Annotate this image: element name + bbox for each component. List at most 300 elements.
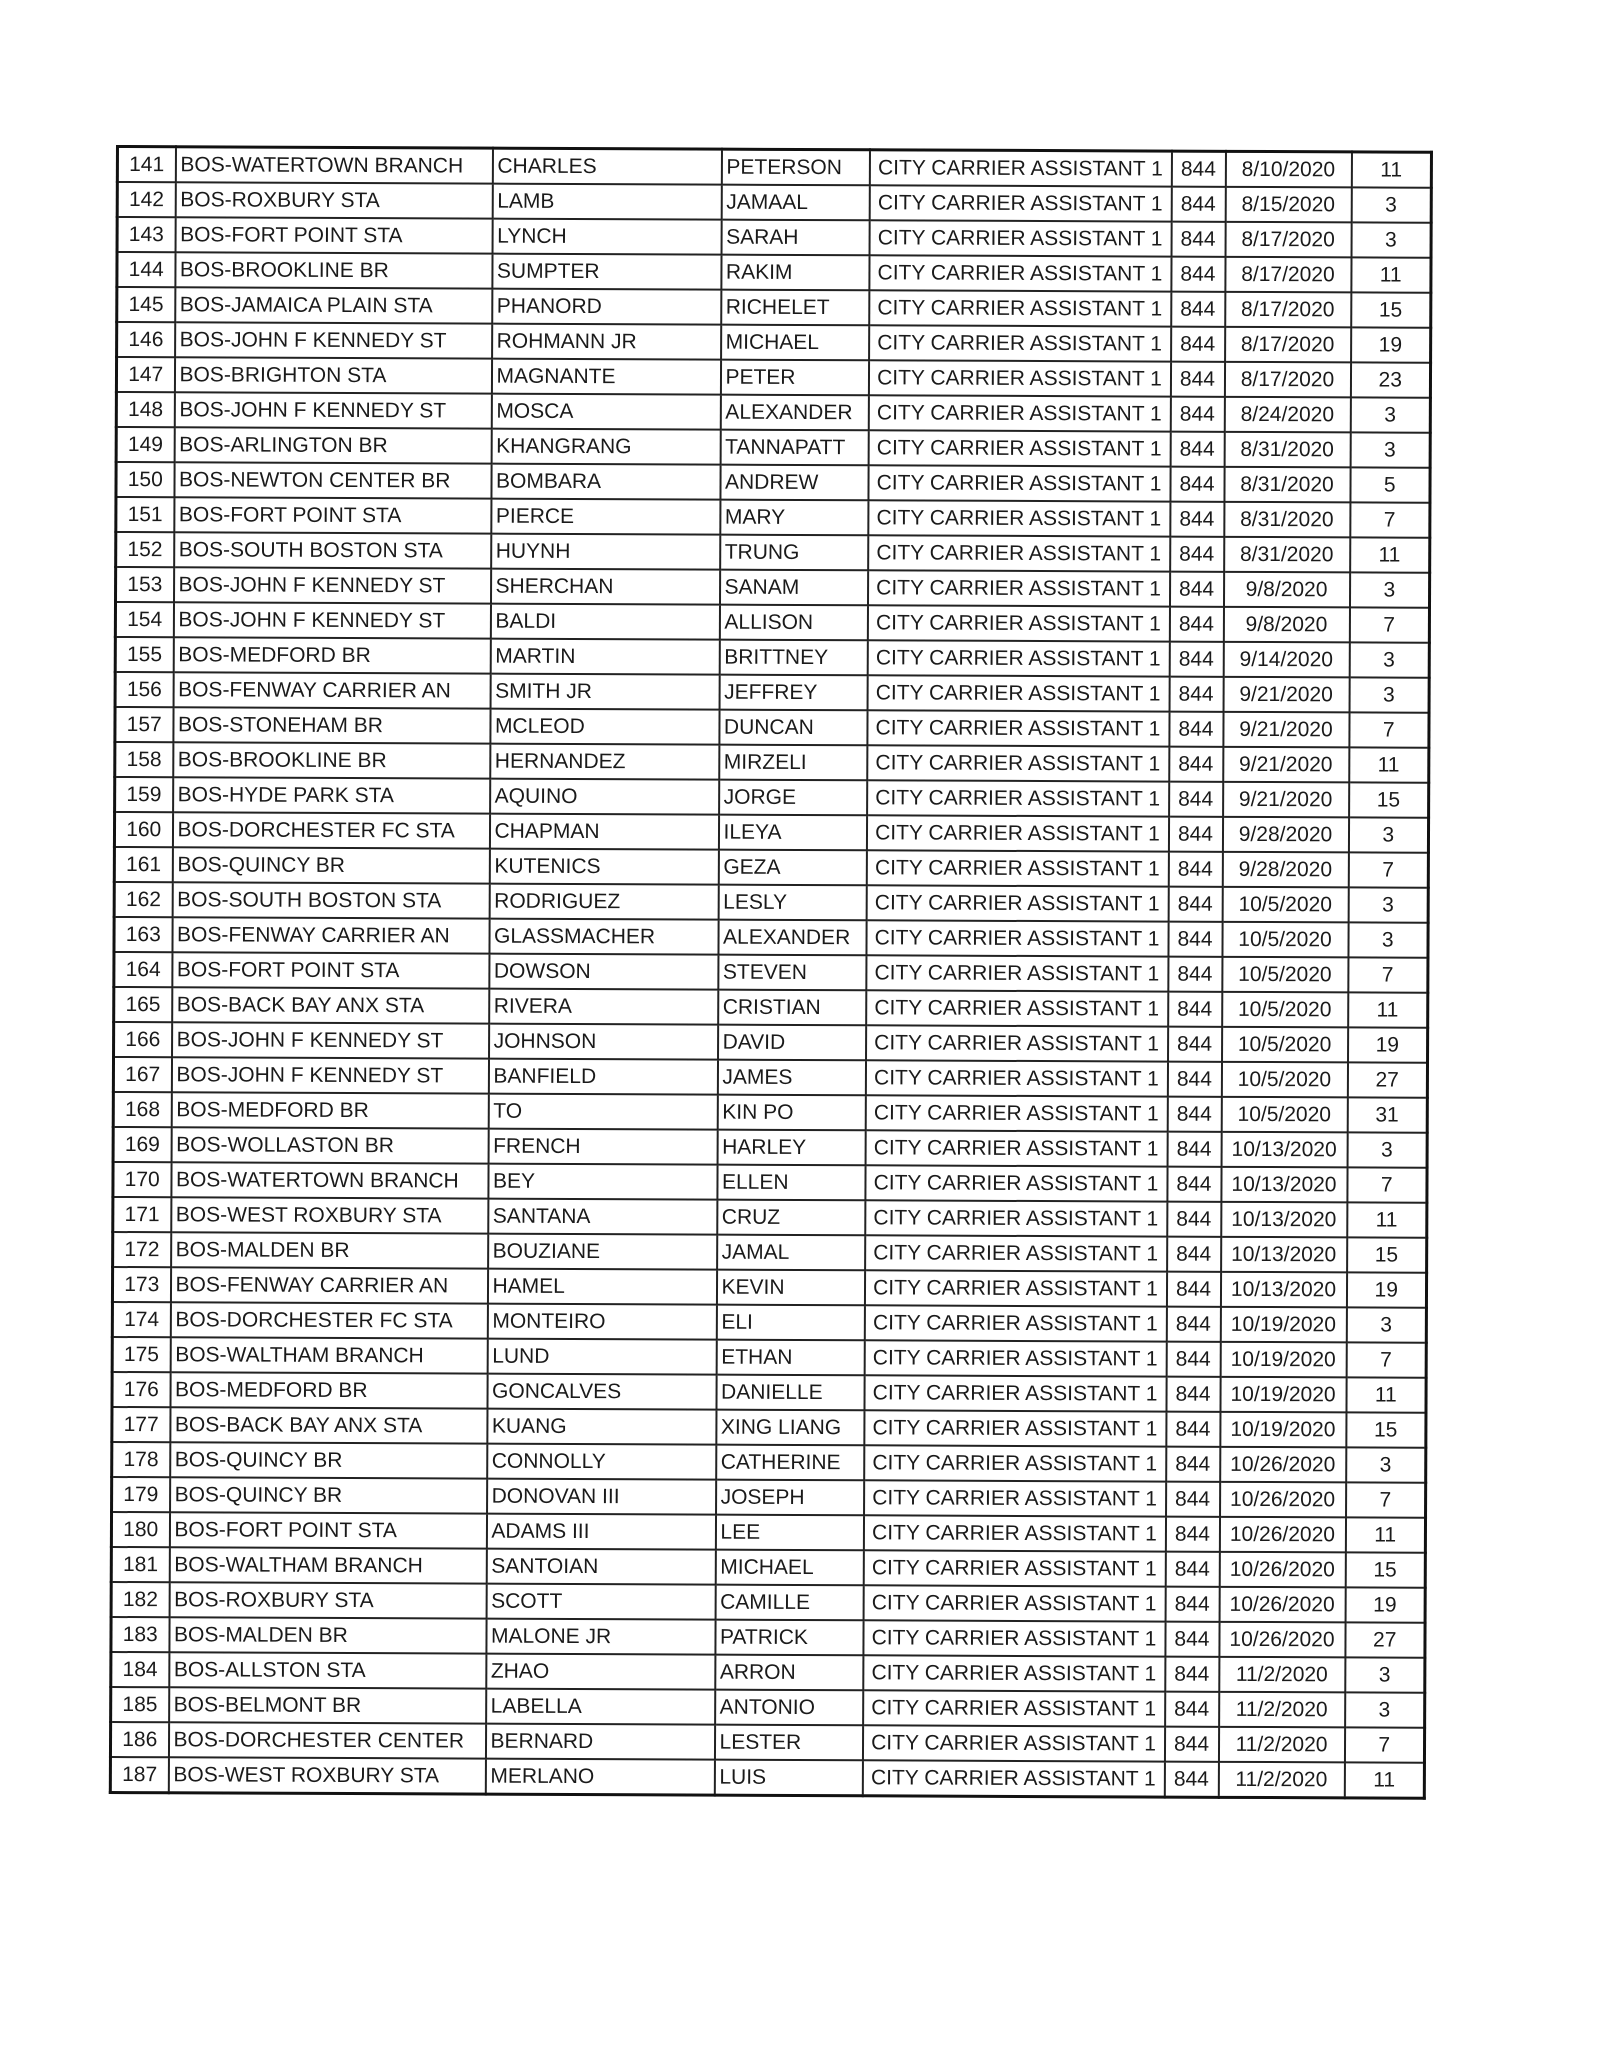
cell-last-name: MALONE JR bbox=[486, 1619, 715, 1655]
cell-pay-code: 844 bbox=[1166, 1342, 1220, 1377]
cell-job-title: CITY CARRIER ASSISTANT 1 bbox=[863, 1690, 1165, 1726]
cell-date: 10/26/2020 bbox=[1220, 1482, 1346, 1518]
cell-count: 15 bbox=[1346, 1412, 1426, 1447]
table-row bbox=[117, 287, 1431, 328]
table-row bbox=[112, 1407, 1426, 1448]
cell-office: BOS-BROOKLINE BR bbox=[175, 252, 492, 288]
table-row bbox=[115, 742, 1429, 783]
cell-job-title: CITY CARRIER ASSISTANT 1 bbox=[867, 640, 1169, 676]
cell-first-name: SANAM bbox=[720, 570, 868, 606]
table-row bbox=[116, 427, 1430, 468]
cell-first-name: JAMES bbox=[717, 1060, 865, 1096]
cell-row-number: 174 bbox=[112, 1302, 170, 1337]
cell-date: 11/2/2020 bbox=[1219, 1657, 1345, 1693]
cell-date: 8/31/2020 bbox=[1224, 432, 1350, 468]
cell-last-name: GONCALVES bbox=[487, 1374, 716, 1410]
cell-count: 7 bbox=[1344, 1727, 1424, 1762]
cell-first-name: CRISTIAN bbox=[718, 990, 866, 1026]
cell-last-name: PIERCE bbox=[491, 499, 720, 535]
cell-date: 8/15/2020 bbox=[1225, 187, 1351, 223]
cell-first-name: JORGE bbox=[719, 780, 867, 816]
cell-row-number: 158 bbox=[115, 742, 173, 777]
cell-pay-code: 844 bbox=[1169, 572, 1223, 607]
cell-office: BOS-WALTHAM BRANCH bbox=[170, 1337, 487, 1373]
cell-last-name: LUND bbox=[487, 1339, 716, 1375]
cell-pay-code: 844 bbox=[1165, 1587, 1219, 1622]
cell-office: BOS-BACK BAY ANX STA bbox=[170, 1407, 487, 1443]
cell-last-name: BALDI bbox=[490, 604, 719, 640]
cell-pay-code: 844 bbox=[1169, 607, 1223, 642]
cell-pay-code: 844 bbox=[1170, 432, 1224, 467]
cell-row-number: 153 bbox=[116, 567, 174, 602]
cell-last-name: CHAPMAN bbox=[489, 814, 718, 850]
cell-row-number: 159 bbox=[115, 777, 173, 812]
cell-first-name: ALLISON bbox=[719, 605, 867, 641]
table-row bbox=[117, 182, 1431, 223]
table-row bbox=[113, 1162, 1427, 1203]
cell-pay-code: 844 bbox=[1168, 922, 1222, 957]
table-row bbox=[114, 847, 1428, 888]
cell-job-title: CITY CARRIER ASSISTANT 1 bbox=[866, 850, 1168, 886]
cell-last-name: MAGNANTE bbox=[491, 359, 720, 395]
cell-last-name: HUYNH bbox=[491, 534, 720, 570]
cell-last-name: RIVERA bbox=[489, 989, 718, 1025]
cell-count: 7 bbox=[1348, 852, 1428, 887]
cell-row-number: 155 bbox=[115, 637, 173, 672]
cell-pay-code: 844 bbox=[1169, 642, 1223, 677]
cell-job-title: CITY CARRIER ASSISTANT 1 bbox=[869, 255, 1171, 291]
cell-last-name: BOUZIANE bbox=[488, 1234, 717, 1270]
cell-first-name: PATRICK bbox=[715, 1620, 863, 1656]
table-row bbox=[114, 952, 1428, 993]
cell-job-title: CITY CARRIER ASSISTANT 1 bbox=[865, 1200, 1167, 1236]
cell-first-name: LESTER bbox=[714, 1725, 862, 1761]
cell-office: BOS-ROXBURY STA bbox=[169, 1582, 486, 1618]
cell-date: 9/14/2020 bbox=[1223, 642, 1349, 678]
cell-date: 9/21/2020 bbox=[1223, 712, 1349, 748]
cell-count: 11 bbox=[1344, 1762, 1424, 1798]
cell-office: BOS-BELMONT BR bbox=[169, 1687, 486, 1723]
cell-office: BOS-QUINCY BR bbox=[172, 847, 489, 883]
cell-pay-code: 844 bbox=[1167, 1202, 1221, 1237]
cell-pay-code: 844 bbox=[1166, 1482, 1220, 1517]
cell-office: BOS-ARLINGTON BR bbox=[174, 427, 491, 463]
cell-office: BOS-JAMAICA PLAIN STA bbox=[175, 287, 492, 323]
cell-first-name: RICHELET bbox=[721, 290, 869, 326]
cell-first-name: JOSEPH bbox=[716, 1480, 864, 1516]
cell-pay-code: 844 bbox=[1169, 677, 1223, 712]
cell-first-name: ANDREW bbox=[720, 465, 868, 501]
cell-job-title: CITY CARRIER ASSISTANT 1 bbox=[866, 815, 1168, 851]
cell-last-name: PHANORD bbox=[492, 289, 721, 325]
cell-count: 3 bbox=[1351, 222, 1431, 257]
cell-first-name: MICHAEL bbox=[721, 325, 869, 361]
cell-row-number: 141 bbox=[117, 147, 175, 183]
cell-row-number: 142 bbox=[117, 182, 175, 217]
cell-job-title: CITY CARRIER ASSISTANT 1 bbox=[866, 885, 1168, 921]
cell-row-number: 177 bbox=[112, 1407, 170, 1442]
cell-office: BOS-MEDFORD BR bbox=[171, 1092, 488, 1128]
cell-date: 10/5/2020 bbox=[1222, 887, 1348, 923]
table-row bbox=[116, 357, 1430, 398]
cell-date: 8/24/2020 bbox=[1224, 397, 1350, 433]
table-row bbox=[111, 1617, 1425, 1658]
cell-count: 19 bbox=[1345, 1587, 1425, 1622]
cell-pay-code: 844 bbox=[1165, 1552, 1219, 1587]
table-row bbox=[114, 917, 1428, 958]
cell-pay-code: 844 bbox=[1168, 817, 1222, 852]
cell-count: 3 bbox=[1347, 1132, 1427, 1167]
cell-row-number: 172 bbox=[113, 1232, 171, 1267]
cell-office: BOS-FENWAY CARRIER AN bbox=[170, 1267, 487, 1303]
cell-row-number: 168 bbox=[113, 1092, 171, 1127]
cell-office: BOS-HYDE PARK STA bbox=[173, 777, 490, 813]
cell-job-title: CITY CARRIER ASSISTANT 1 bbox=[869, 185, 1171, 221]
cell-job-title: CITY CARRIER ASSISTANT 1 bbox=[867, 570, 1169, 606]
cell-date: 10/19/2020 bbox=[1220, 1377, 1346, 1413]
cell-date: 10/5/2020 bbox=[1221, 1062, 1347, 1098]
cell-first-name: LEE bbox=[715, 1515, 863, 1551]
cell-date: 11/2/2020 bbox=[1218, 1727, 1344, 1763]
cell-count: 7 bbox=[1347, 1167, 1427, 1202]
cell-last-name: SUMPTER bbox=[492, 254, 721, 290]
cell-job-title: CITY CARRIER ASSISTANT 1 bbox=[866, 955, 1168, 991]
cell-office: BOS-FORT POINT STA bbox=[172, 952, 489, 988]
cell-row-number: 185 bbox=[111, 1687, 169, 1722]
cell-date: 8/17/2020 bbox=[1225, 327, 1351, 363]
cell-job-title: CITY CARRIER ASSISTANT 1 bbox=[865, 1060, 1167, 1096]
table-row bbox=[111, 1582, 1425, 1623]
cell-row-number: 160 bbox=[114, 812, 172, 847]
cell-office: BOS-SOUTH BOSTON STA bbox=[172, 882, 489, 918]
cell-office: BOS-ROXBURY STA bbox=[175, 182, 492, 218]
cell-pay-code: 844 bbox=[1167, 1062, 1221, 1097]
cell-office: BOS-WEST ROXBURY STA bbox=[168, 1757, 485, 1794]
cell-first-name: JAMAL bbox=[717, 1235, 865, 1271]
table-row bbox=[114, 1022, 1428, 1063]
cell-count: 31 bbox=[1347, 1097, 1427, 1132]
cell-pay-code: 844 bbox=[1171, 327, 1225, 362]
cell-date: 10/26/2020 bbox=[1219, 1552, 1345, 1588]
cell-count: 7 bbox=[1349, 712, 1429, 747]
cell-job-title: CITY CARRIER ASSISTANT 1 bbox=[867, 675, 1169, 711]
cell-last-name: MONTEIRO bbox=[487, 1304, 716, 1340]
cell-last-name: GLASSMACHER bbox=[489, 919, 718, 955]
cell-count: 27 bbox=[1345, 1622, 1425, 1657]
cell-pay-code: 844 bbox=[1167, 1132, 1221, 1167]
cell-count: 15 bbox=[1347, 1237, 1427, 1272]
cell-last-name: DOWSON bbox=[489, 954, 718, 990]
cell-job-title: CITY CARRIER ASSISTANT 1 bbox=[864, 1375, 1166, 1411]
table-row bbox=[116, 497, 1430, 538]
cell-office: BOS-NEWTON CENTER BR bbox=[174, 462, 491, 498]
cell-pay-code: 844 bbox=[1170, 467, 1224, 502]
cell-pay-code: 844 bbox=[1170, 537, 1224, 572]
cell-office: BOS-BRIGHTON STA bbox=[174, 357, 491, 393]
cell-count: 23 bbox=[1350, 362, 1430, 397]
cell-office: BOS-JOHN F KENNEDY ST bbox=[174, 392, 491, 428]
cell-date: 9/21/2020 bbox=[1223, 782, 1349, 818]
cell-row-number: 164 bbox=[114, 952, 172, 987]
cell-last-name: RODRIGUEZ bbox=[489, 884, 718, 920]
cell-date: 10/13/2020 bbox=[1221, 1132, 1347, 1168]
table-row bbox=[117, 322, 1431, 363]
table-row bbox=[111, 1547, 1425, 1588]
cell-pay-code: 844 bbox=[1168, 852, 1222, 887]
cell-count: 3 bbox=[1350, 397, 1430, 432]
cell-row-number: 180 bbox=[111, 1512, 169, 1547]
cell-office: BOS-JOHN F KENNEDY ST bbox=[174, 567, 491, 603]
cell-first-name: ELI bbox=[716, 1305, 864, 1341]
cell-pay-code: 844 bbox=[1164, 1727, 1218, 1762]
cell-office: BOS-BROOKLINE BR bbox=[173, 742, 490, 778]
cell-last-name: CHARLES bbox=[492, 148, 721, 184]
cell-last-name: BEY bbox=[488, 1164, 717, 1200]
table-row bbox=[113, 1232, 1427, 1273]
cell-first-name: MICHAEL bbox=[715, 1550, 863, 1586]
cell-last-name: BERNARD bbox=[485, 1724, 714, 1760]
cell-count: 19 bbox=[1351, 327, 1431, 362]
cell-row-number: 171 bbox=[113, 1197, 171, 1232]
cell-last-name: HERNANDEZ bbox=[490, 744, 719, 780]
cell-row-number: 182 bbox=[111, 1582, 169, 1617]
cell-count: 7 bbox=[1348, 957, 1428, 992]
cell-pay-code: 844 bbox=[1167, 1167, 1221, 1202]
cell-job-title: CITY CARRIER ASSISTANT 1 bbox=[869, 220, 1171, 256]
cell-last-name: KUTENICS bbox=[489, 849, 718, 885]
cell-last-name: BANFIELD bbox=[488, 1059, 717, 1095]
cell-job-title: CITY CARRIER ASSISTANT 1 bbox=[867, 780, 1169, 816]
cell-date: 10/13/2020 bbox=[1221, 1202, 1347, 1238]
cell-count: 7 bbox=[1349, 607, 1429, 642]
table-row bbox=[112, 1267, 1426, 1308]
cell-first-name: CRUZ bbox=[717, 1200, 865, 1236]
cell-date: 8/31/2020 bbox=[1224, 467, 1350, 503]
table-row bbox=[113, 1127, 1427, 1168]
cell-count: 5 bbox=[1350, 467, 1430, 502]
cell-count: 3 bbox=[1349, 642, 1429, 677]
cell-job-title: CITY CARRIER ASSISTANT 1 bbox=[864, 1340, 1166, 1376]
table-row bbox=[115, 707, 1429, 748]
cell-pay-code: 844 bbox=[1166, 1447, 1220, 1482]
cell-date: 10/26/2020 bbox=[1220, 1447, 1346, 1483]
cell-row-number: 186 bbox=[110, 1722, 168, 1757]
cell-row-number: 165 bbox=[114, 987, 172, 1022]
cell-date: 8/17/2020 bbox=[1225, 292, 1351, 328]
cell-row-number: 152 bbox=[116, 532, 174, 567]
cell-last-name: MOSCA bbox=[491, 394, 720, 430]
cell-first-name: ELLEN bbox=[717, 1165, 865, 1201]
table-row bbox=[113, 1197, 1427, 1238]
cell-row-number: 156 bbox=[115, 672, 173, 707]
cell-date: 9/21/2020 bbox=[1223, 677, 1349, 713]
cell-first-name: KIN PO bbox=[717, 1095, 865, 1131]
cell-pay-code: 844 bbox=[1168, 992, 1222, 1027]
cell-pay-code: 844 bbox=[1166, 1412, 1220, 1447]
cell-count: 15 bbox=[1351, 292, 1431, 327]
cell-last-name: LABELLA bbox=[486, 1689, 715, 1725]
cell-date: 10/19/2020 bbox=[1220, 1412, 1346, 1448]
cell-last-name: SCOTT bbox=[486, 1584, 715, 1620]
cell-row-number: 170 bbox=[113, 1162, 171, 1197]
table-row bbox=[115, 637, 1429, 678]
cell-row-number: 175 bbox=[112, 1337, 170, 1372]
cell-date: 9/8/2020 bbox=[1223, 572, 1349, 608]
cell-first-name: PETER bbox=[720, 360, 868, 396]
cell-date: 10/5/2020 bbox=[1222, 992, 1348, 1028]
cell-job-title: CITY CARRIER ASSISTANT 1 bbox=[865, 1235, 1167, 1271]
cell-last-name: KHANGRANG bbox=[491, 429, 720, 465]
cell-pay-code: 844 bbox=[1166, 1377, 1220, 1412]
cell-last-name: MERLANO bbox=[485, 1759, 714, 1795]
cell-pay-code: 844 bbox=[1168, 1027, 1222, 1062]
cell-count: 11 bbox=[1347, 1202, 1427, 1237]
cell-date: 8/17/2020 bbox=[1224, 362, 1350, 398]
cell-job-title: CITY CARRIER ASSISTANT 1 bbox=[863, 1550, 1165, 1586]
cell-pay-code: 844 bbox=[1169, 782, 1223, 817]
cell-date: 8/17/2020 bbox=[1225, 257, 1351, 293]
cell-office: BOS-BACK BAY ANX STA bbox=[172, 987, 489, 1023]
cell-date: 10/5/2020 bbox=[1222, 922, 1348, 958]
cell-job-title: CITY CARRIER ASSISTANT 1 bbox=[864, 1445, 1166, 1481]
cell-date: 10/5/2020 bbox=[1221, 1097, 1347, 1133]
cell-first-name: MIRZELI bbox=[719, 745, 867, 781]
cell-last-name: FRENCH bbox=[488, 1129, 717, 1165]
cell-job-title: CITY CARRIER ASSISTANT 1 bbox=[864, 1480, 1166, 1516]
cell-pay-code: 844 bbox=[1166, 1307, 1220, 1342]
cell-first-name: KEVIN bbox=[716, 1270, 864, 1306]
cell-last-name: ADAMS III bbox=[486, 1514, 715, 1550]
table-row bbox=[115, 777, 1429, 818]
cell-date: 10/13/2020 bbox=[1220, 1272, 1346, 1308]
cell-count: 11 bbox=[1346, 1377, 1426, 1412]
cell-office: BOS-QUINCY BR bbox=[170, 1442, 487, 1478]
cell-office: BOS-JOHN F KENNEDY ST bbox=[175, 322, 492, 358]
cell-count: 11 bbox=[1345, 1517, 1425, 1552]
cell-count: 15 bbox=[1345, 1552, 1425, 1587]
cell-first-name: STEVEN bbox=[718, 955, 866, 991]
cell-job-title: CITY CARRIER ASSISTANT 1 bbox=[868, 395, 1170, 431]
cell-last-name: JOHNSON bbox=[489, 1024, 718, 1060]
cell-last-name: SANTANA bbox=[488, 1199, 717, 1235]
cell-office: BOS-DORCHESTER FC STA bbox=[170, 1302, 487, 1338]
cell-date: 8/31/2020 bbox=[1224, 502, 1350, 538]
cell-job-title: CITY CARRIER ASSISTANT 1 bbox=[868, 360, 1170, 396]
cell-office: BOS-MALDEN BR bbox=[169, 1617, 486, 1653]
cell-count: 3 bbox=[1346, 1307, 1426, 1342]
cell-first-name: JAMAAL bbox=[721, 185, 869, 221]
cell-first-name: DANIELLE bbox=[716, 1375, 864, 1411]
table-row bbox=[112, 1442, 1426, 1483]
table-row bbox=[116, 567, 1430, 608]
cell-office: BOS-JOHN F KENNEDY ST bbox=[172, 1022, 489, 1058]
cell-job-title: CITY CARRIER ASSISTANT 1 bbox=[865, 1165, 1167, 1201]
cell-office: BOS-DORCHESTER FC STA bbox=[172, 812, 489, 848]
cell-row-number: 151 bbox=[116, 497, 174, 532]
cell-pay-code: 844 bbox=[1168, 887, 1222, 922]
table-row bbox=[112, 1477, 1426, 1518]
cell-office: BOS-FORT POINT STA bbox=[175, 217, 492, 253]
cell-job-title: CITY CARRIER ASSISTANT 1 bbox=[865, 1130, 1167, 1166]
cell-date: 11/2/2020 bbox=[1219, 1692, 1345, 1728]
cell-date: 8/31/2020 bbox=[1224, 537, 1350, 573]
cell-row-number: 163 bbox=[114, 917, 172, 952]
cell-count: 3 bbox=[1349, 572, 1429, 607]
cell-job-title: CITY CARRIER ASSISTANT 1 bbox=[866, 920, 1168, 956]
cell-job-title: CITY CARRIER ASSISTANT 1 bbox=[862, 1760, 1164, 1797]
cell-pay-code: 844 bbox=[1165, 1657, 1219, 1692]
cell-pay-code: 844 bbox=[1171, 187, 1225, 222]
cell-pay-code: 844 bbox=[1170, 502, 1224, 537]
cell-count: 3 bbox=[1348, 817, 1428, 852]
cell-pay-code: 844 bbox=[1171, 222, 1225, 257]
cell-job-title: CITY CARRIER ASSISTANT 1 bbox=[862, 1725, 1164, 1761]
cell-last-name: AQUINO bbox=[490, 779, 719, 815]
cell-first-name: ANTONIO bbox=[715, 1690, 863, 1726]
cell-job-title: CITY CARRIER ASSISTANT 1 bbox=[869, 290, 1171, 326]
cell-job-title: CITY CARRIER ASSISTANT 1 bbox=[866, 990, 1168, 1026]
cell-count: 27 bbox=[1347, 1062, 1427, 1097]
cell-first-name: ALEXANDER bbox=[720, 395, 868, 431]
cell-pay-code: 844 bbox=[1171, 257, 1225, 292]
cell-first-name: XING LIANG bbox=[716, 1410, 864, 1446]
cell-last-name: SANTOIAN bbox=[486, 1549, 715, 1585]
cell-first-name: LUIS bbox=[714, 1760, 862, 1796]
cell-row-number: 145 bbox=[117, 287, 175, 322]
cell-row-number: 176 bbox=[112, 1372, 170, 1407]
cell-office: BOS-WATERTOWN BRANCH bbox=[175, 147, 492, 184]
cell-row-number: 144 bbox=[117, 252, 175, 287]
cell-pay-code: 844 bbox=[1165, 1692, 1219, 1727]
cell-first-name: HARLEY bbox=[717, 1130, 865, 1166]
table-row bbox=[112, 1302, 1426, 1343]
cell-pay-code: 844 bbox=[1170, 362, 1224, 397]
cell-date: 9/21/2020 bbox=[1223, 747, 1349, 783]
table-row bbox=[117, 217, 1431, 258]
cell-count: 11 bbox=[1350, 537, 1430, 572]
cell-pay-code: 844 bbox=[1167, 1237, 1221, 1272]
cell-office: BOS-WALTHAM BRANCH bbox=[169, 1547, 486, 1583]
cell-pay-code: 844 bbox=[1164, 1762, 1218, 1798]
cell-row-number: 181 bbox=[111, 1547, 169, 1582]
cell-last-name: LYNCH bbox=[492, 219, 721, 255]
cell-row-number: 167 bbox=[113, 1057, 171, 1092]
table-row bbox=[116, 462, 1430, 503]
cell-count: 11 bbox=[1348, 992, 1428, 1027]
cell-count: 3 bbox=[1350, 432, 1430, 467]
cell-date: 10/19/2020 bbox=[1220, 1307, 1346, 1343]
cell-pay-code: 844 bbox=[1171, 151, 1225, 187]
cell-count: 3 bbox=[1348, 922, 1428, 957]
cell-last-name: ZHAO bbox=[486, 1654, 715, 1690]
cell-count: 11 bbox=[1351, 152, 1431, 188]
cell-job-title: CITY CARRIER ASSISTANT 1 bbox=[864, 1410, 1166, 1446]
table-row bbox=[112, 1372, 1426, 1413]
cell-row-number: 150 bbox=[116, 462, 174, 497]
cell-date: 8/17/2020 bbox=[1225, 222, 1351, 258]
table-row bbox=[114, 812, 1428, 853]
cell-first-name: BRITTNEY bbox=[719, 640, 867, 676]
cell-count: 3 bbox=[1349, 677, 1429, 712]
cell-office: BOS-MEDFORD BR bbox=[170, 1372, 487, 1408]
cell-last-name: DONOVAN III bbox=[487, 1479, 716, 1515]
cell-count: 15 bbox=[1349, 782, 1429, 817]
table-row bbox=[111, 1512, 1425, 1553]
cell-first-name: ILEYA bbox=[718, 815, 866, 851]
cell-job-title: CITY CARRIER ASSISTANT 1 bbox=[863, 1585, 1165, 1621]
cell-date: 10/19/2020 bbox=[1220, 1342, 1346, 1378]
cell-row-number: 187 bbox=[110, 1757, 168, 1793]
